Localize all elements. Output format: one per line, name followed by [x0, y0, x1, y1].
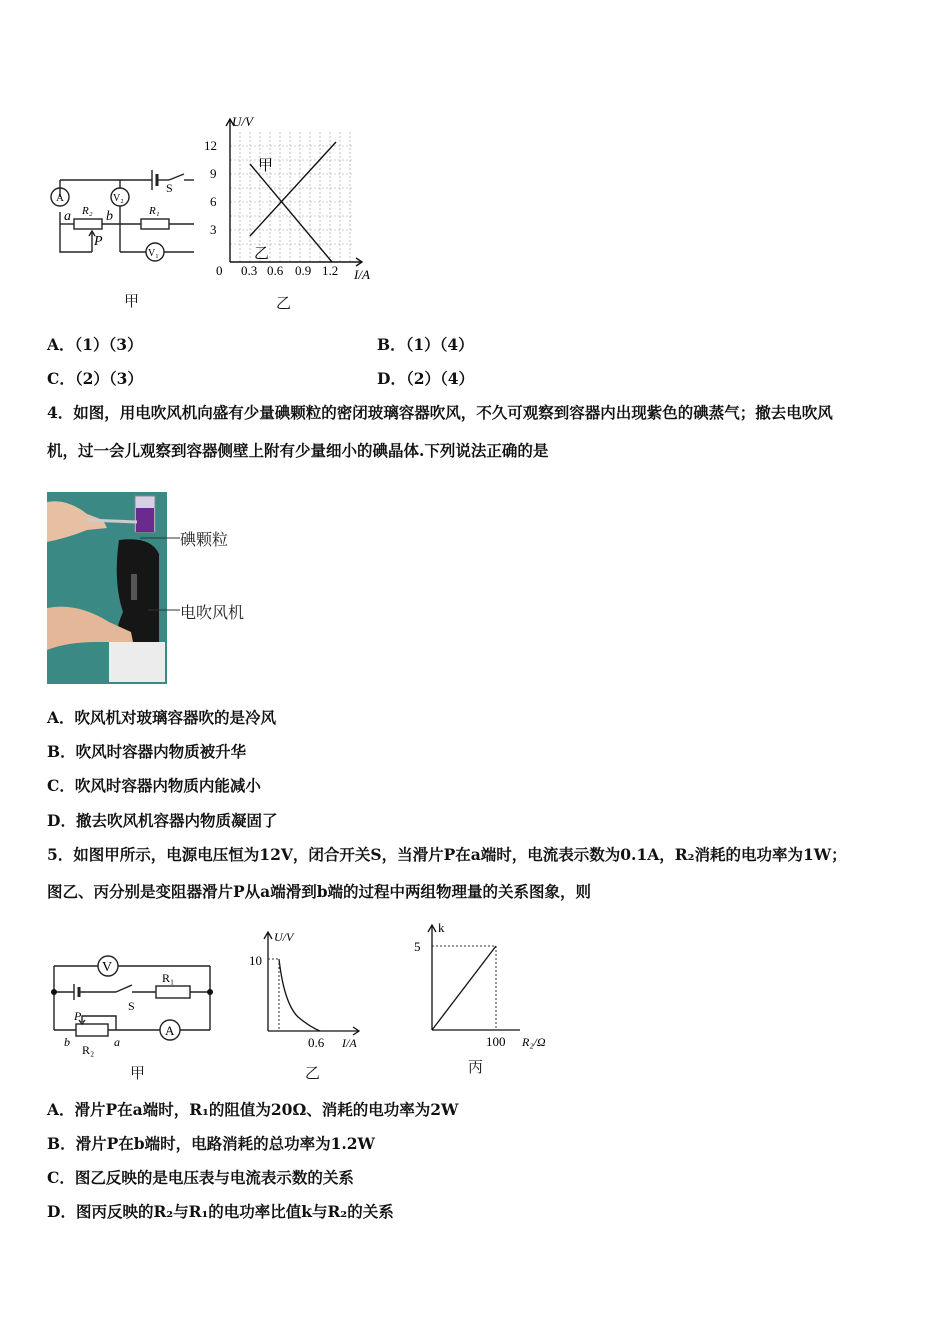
q4-option-b[interactable]: B．吹风时容器内物质被升华: [47, 742, 247, 761]
x-tick: 0.6: [308, 1035, 325, 1050]
q4-stem-line1: 4．如图，用电吹风机向盛有少量碘颗粒的密闭玻璃容器吹风，不久可观察到容器内出现紫色的碘蒸气；撤去电吹风: [47, 403, 833, 422]
end-a-label: a: [114, 1035, 120, 1049]
r2-label: R₂: [82, 205, 93, 217]
y-tick: 10: [249, 953, 262, 968]
q4-option-a[interactable]: A．吹风机对玻璃容器吹的是冷风: [47, 708, 277, 727]
y-tick: 12: [204, 138, 217, 153]
q5-stem-line1: 5．如图甲所示，电源电压恒为12V，闭合开关S，当滑片P在a端时，电流表示数为0.1A，R₂消耗的电功率为1W；: [47, 845, 847, 864]
r1-label: R₁: [149, 205, 160, 217]
ammeter-label: A: [165, 1023, 175, 1038]
y-tick: 3: [210, 222, 217, 237]
v1-label: V₁: [148, 248, 159, 259]
voltmeter-label: V: [102, 960, 113, 975]
q5-option-c[interactable]: C．图乙反映的是电压表与电流表示数的关系: [47, 1168, 354, 1187]
s-label: S: [128, 999, 135, 1013]
ammeter-label: A: [56, 192, 64, 204]
q5-graph-bing: [408, 918, 558, 1053]
photo-label-iodine: 碘颗粒: [180, 530, 229, 549]
q5-graph-yi: [246, 925, 366, 1055]
fig1-graph: [196, 112, 386, 287]
q5-circuit: [44, 950, 219, 1060]
x-axis-label: I/A: [342, 1036, 357, 1050]
s-label: S: [166, 181, 173, 195]
p-label: P: [74, 1009, 82, 1023]
y-axis-label: U/V: [232, 114, 253, 129]
q4-stem-line2: 机，过一会儿观察到容器侧壁上附有少量细小的碘晶体.下列说法正确的是: [47, 441, 549, 460]
q3-option-d[interactable]: D．（2）（4）: [377, 369, 475, 388]
q5-caption-jia: 甲: [130, 1064, 146, 1082]
q3-option-a[interactable]: A．（1）（3）: [47, 335, 143, 354]
x-tick: 1.2: [322, 263, 339, 278]
fig1-circuit: [44, 150, 194, 270]
photo-pointer-lines: [140, 530, 182, 620]
x-axis-label: R₂/Ω: [522, 1035, 546, 1049]
r2-label: R₂: [82, 1043, 95, 1057]
y-axis-label: k: [438, 920, 445, 935]
q3-option-b[interactable]: B．（1）（4）: [377, 335, 474, 354]
y-axis-label: U/V: [274, 930, 294, 944]
x-axis-label: I/A: [354, 267, 370, 282]
y-tick: 9: [210, 166, 217, 181]
y-tick: 6: [210, 194, 217, 209]
v2-label: V₂: [113, 193, 124, 204]
q5-option-a[interactable]: A．滑片P在a端时，R₁的阻值为20Ω、消耗的电功率为2W: [47, 1100, 459, 1119]
q5-option-d[interactable]: D．图丙反映的R₂与R₁的电功率比值k与R₂的关系: [47, 1202, 394, 1221]
p-label: P: [94, 234, 103, 249]
q4-option-d[interactable]: D．撤去吹风机容器内物质凝固了: [47, 811, 278, 830]
x-tick: 100: [486, 1034, 506, 1049]
photo-label-dryer: 电吹风机: [180, 603, 245, 622]
q3-option-c[interactable]: C．（2）（3）: [47, 369, 143, 388]
x-tick: 0: [216, 263, 223, 278]
q5-option-b[interactable]: B．滑片P在b端时，电路消耗的总功率为1.2W: [47, 1134, 375, 1153]
r1-label: R₁: [162, 971, 175, 985]
q5-stem-line2: 图乙、丙分别是变阻器滑片P从a端滑到b端的过程中两组物理量的关系图象，则: [47, 882, 592, 901]
x-tick: 0.6: [267, 263, 284, 278]
fig1-graph-caption: 乙: [276, 294, 292, 312]
x-tick: 0.3: [241, 263, 258, 278]
line-label-yi: 乙: [254, 246, 270, 262]
q4-option-c[interactable]: C．吹风时容器内物质内能减小: [47, 776, 261, 795]
q5-caption-yi: 乙: [305, 1064, 321, 1082]
y-tick: 5: [414, 939, 421, 954]
b-label: b: [106, 209, 113, 224]
fig1-circuit-caption: 甲: [124, 292, 140, 310]
a-label: a: [64, 209, 71, 224]
q5-caption-bing: 丙: [468, 1058, 484, 1076]
end-b-label: b: [64, 1035, 70, 1049]
x-tick: 0.9: [295, 263, 312, 278]
line-label-jia: 甲: [258, 158, 274, 174]
